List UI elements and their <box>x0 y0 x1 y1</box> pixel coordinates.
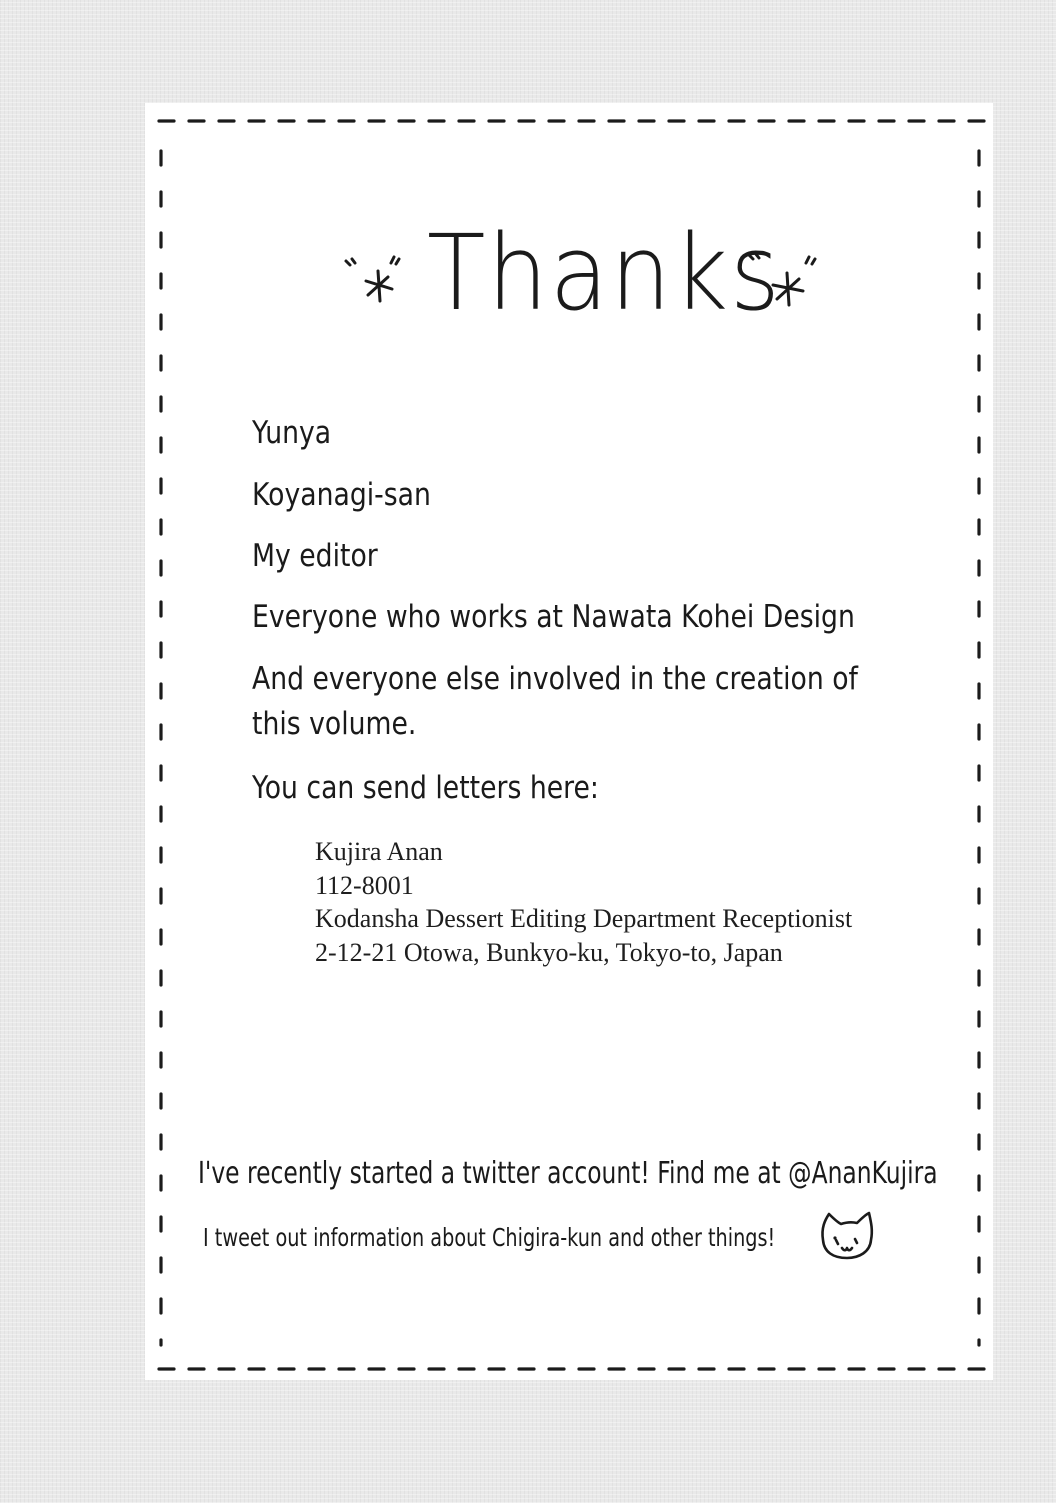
twitter-note: I've recently started a twitter account! Find me at @AnanKujira <box>198 1156 938 1191</box>
letters-heading: You can send letters here: <box>252 770 599 806</box>
sparkle-star-icon <box>342 251 402 311</box>
cat-face-icon <box>815 1210 877 1262</box>
page-title: Thanks <box>427 212 782 334</box>
address-name: Kujira Anan <box>315 837 443 866</box>
credit-line: Yunya <box>252 415 332 451</box>
address-postal-code: 112-8001 <box>315 870 414 900</box>
address-department: Kodansha Dessert Editing Department Receptionist <box>315 904 853 933</box>
address-street: 2-12-21 Otowa, Bunkyo-ku, Tokyo-to, Japan <box>315 937 783 967</box>
credit-line: Everyone who works at Nawata Kohei Design <box>252 599 855 635</box>
mailing-address <box>315 835 852 969</box>
afterword-page <box>145 103 993 1380</box>
credit-line: this volume. <box>252 706 417 742</box>
credit-line: And everyone else involved in the creation of <box>252 661 858 697</box>
credit-line: Koyanagi-san <box>252 477 431 513</box>
credit-line: My editor <box>252 538 378 574</box>
tweet-info-note: I tweet out information about Chigira-kun and other things! <box>203 1223 776 1252</box>
